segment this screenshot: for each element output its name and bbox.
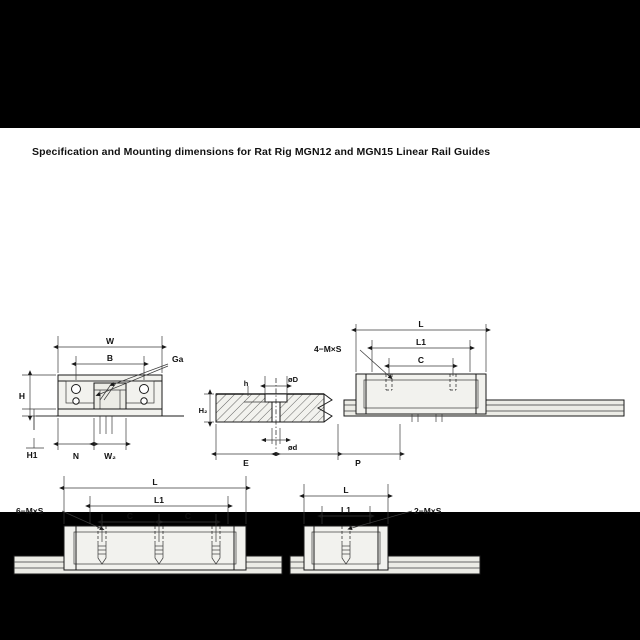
dim-label-L1-long: L1 [154, 495, 164, 505]
dim-label-C-short: C [417, 355, 425, 365]
dim-label-P: P [355, 458, 361, 468]
technical-drawing [0, 128, 640, 521]
dim-label-L-long: L [152, 477, 158, 487]
page-title: Specification and Mounting dimensions for Rat Rig MGN12 and MGN15 Linear Rail Guides [32, 146, 491, 158]
dim-label-h: h [243, 379, 249, 388]
carriage-side-view-short [314, 319, 624, 422]
dim-label-B: B [106, 353, 114, 363]
drawing-sheet [0, 128, 640, 521]
dim-label-W2: W₂ [104, 451, 116, 461]
front-end-view [19, 336, 184, 461]
thread-callout-6ms: 6−M×S [16, 506, 44, 516]
dim-label-oD: øD [288, 375, 298, 384]
dim-label-L1-short2: L1 [341, 505, 351, 515]
carriage-bottom-view-long [14, 476, 282, 574]
thread-callout-4ms: 4−M×S [314, 344, 342, 354]
dim-label-C-long-2: C [184, 511, 192, 521]
dim-label-C-long-1: C [126, 511, 134, 521]
dim-label-L-short: L [418, 319, 424, 329]
dim-label-L1-short: L1 [416, 337, 426, 347]
dim-label-W: W [105, 336, 115, 346]
dim-label-N: N [72, 451, 80, 461]
dim-label-od: ød [288, 443, 298, 452]
dim-label-H2: H₂ [198, 406, 208, 415]
thread-callout-2ms: 2−M×S [414, 506, 442, 516]
dim-label-H1: H1 [26, 450, 38, 460]
dim-label-L-short2: L [343, 485, 349, 495]
dim-label-Ga: Ga [172, 354, 184, 364]
dim-label-E: E [243, 458, 249, 468]
carriage-bottom-view-short [290, 484, 480, 574]
dim-label-H: H [18, 391, 26, 401]
